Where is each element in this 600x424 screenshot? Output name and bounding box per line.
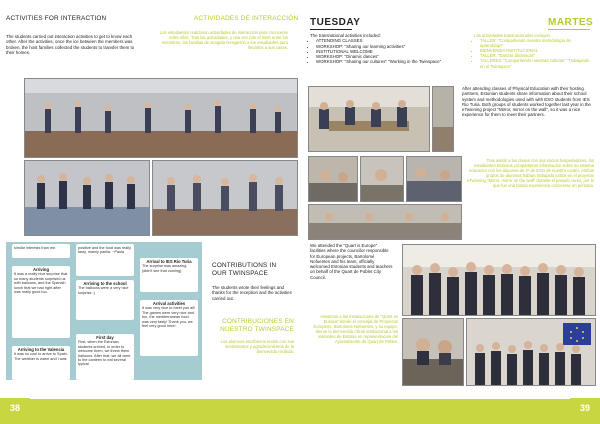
classroom-photo-narrow xyxy=(432,86,454,152)
classroom-photo xyxy=(308,86,430,152)
padlet-note-text: It was very nice to meet you all! The games were very nice and fun, the mediterranean food was very tasty! Thank you, we feel very good here! xyxy=(142,306,195,329)
padlet-note xyxy=(76,280,134,320)
institutional-welcome-group-photo xyxy=(402,244,596,316)
gym-activity-photo-right xyxy=(152,160,298,236)
workshop-photo-3 xyxy=(406,156,462,202)
activity-item: • BIENVENIDA INSTITUCIONAL xyxy=(480,48,592,53)
padlet-note-text: The balloons were a very nice surprise :) xyxy=(78,286,129,295)
padlet-note-title: Arrival activities xyxy=(152,301,186,306)
padlet-note-text: First, when the Estonian students arrived, in order to welcome them, we threw them balloons. After that, we all went to the canteen to eat several typical xyxy=(78,340,131,367)
padlet-note-title: Arriving xyxy=(32,267,50,272)
padlet-note-text: It was so cool to arrive to Spain. The weather is warm and I was xyxy=(14,352,68,361)
padlet-note xyxy=(76,334,134,380)
padlet-note-title: Arrival to IES Rio Turia xyxy=(146,259,192,264)
twinspace-text-es: Los alumnos escribieron textos con sus sentimientos y agradecimientos de la bienvenida recibida. xyxy=(220,339,294,355)
padlet-note xyxy=(140,258,198,292)
left-text-es: Los estudiantes realizaron actividades de interacción para conocerse entre ellos. Tras las actividades, y una vez roto el hielo entre los miembros, las familias de acogida recogieron a los estudiantes para llevarlos a sus casas. xyxy=(159,30,288,51)
footer-bar xyxy=(0,399,600,424)
day-title-en: TUESDAY xyxy=(310,17,361,28)
left-title-en: ACTIVITIES FOR INTERACTION xyxy=(6,15,107,22)
gym-activity-photo-left xyxy=(24,160,150,236)
activities-es xyxy=(474,33,592,69)
workshop-photo-wide xyxy=(308,204,462,240)
welcome-text-es: Asistimos a las instalaciones de "Quart es Europa" donde el concejal de Proyectos Europeos, Bartolomé Nofuentes, y su equipo, dieron la bienvenida oficial institucional a los visitantes de Estonia en representación del Ayuntamiento de Quart de Poblet. xyxy=(313,314,398,345)
padlet-note-text: similar interests than me. xyxy=(14,246,57,250)
left-title-es: ACTIVIDADES DE INTERACCIÓN xyxy=(194,15,299,22)
padlet-note-title: First day xyxy=(96,335,114,340)
day-title-es-underline xyxy=(548,29,590,30)
padlet-note-title: Arriving to the Valencia xyxy=(17,347,65,352)
padlet-note xyxy=(12,266,70,338)
gym-activity-photo-large xyxy=(24,78,298,158)
activities-intro-es: Las actividades transnacionales incluyen: xyxy=(474,33,552,38)
padlet-note-text: positive and the food was really tasty, mainly paella. ~Paula xyxy=(78,246,131,255)
left-text-en: The students carried out interaction activities to get to know each other. After the activities, once the ice between the members was broken, the host families collected the students to transfer them to their homes. xyxy=(6,34,135,55)
activities-en xyxy=(310,33,450,65)
workshop-photo-2 xyxy=(360,156,404,202)
councilor-meeting-photo xyxy=(402,318,464,386)
padlet-note xyxy=(12,244,70,258)
activities-intro-en: The transnational activities included: xyxy=(310,33,381,38)
padlet-note xyxy=(140,300,198,356)
padlet-note-text: It was a really nice surprise that so many students surprised us with balloons, and the Spanish lunch that we had right after was really good too. xyxy=(14,272,68,295)
activity-item: • ATTENDING CLASSES xyxy=(316,38,450,43)
day-title-underline xyxy=(310,29,352,30)
workshop-photo-1 xyxy=(308,156,358,202)
day-title-es: MARTES xyxy=(548,17,594,28)
twinspace-title-es: CONTRIBUCIONES EN NUESTRO TWINSPACE xyxy=(220,318,294,333)
classes-text-en: After attending classes of Physical Education with their hosting partners, Estonian students share information about their school system and methodologies used with with ESO students from IES Rio Turia. Both groups of students worked together last year in the eTwinning project "Mirror, mirror on the wall", so it was a nice experience for them to meet their partners. xyxy=(462,86,591,118)
padlet-note-text: The surprise was amazing (didn't see that coming) xyxy=(142,264,187,273)
padlet-note xyxy=(12,346,70,380)
page-number-right: 39 xyxy=(570,398,600,418)
activity-item: • WORKSHOP: "Sharing our learning activities" xyxy=(316,44,450,49)
padlet-note xyxy=(76,244,134,276)
page-number-left: 38 xyxy=(0,398,30,418)
activity-item: • TALLERES: "Compartiendo nuestras culturas" "Trabajando en el Twinspace" xyxy=(480,58,592,68)
activity-item: • INSTITUTIONAL WELCOME xyxy=(316,49,450,54)
activity-item: • TALLER: "Compartiendo nuestra metodología de aprendizaje" xyxy=(480,38,592,48)
classes-text-es: Tras asistir a las clases con sus socios hospedadores, los estudiantes Estonios compartieron información sobre su sistema educativo con los alumnos de 4º de ESO de nuestro centro. Ambos grupos de alumnos habían trabajado juntos en el proyecto eTwinning "Mirror, mirror on the wall" durante el pasado curso, por lo que fue una bonita experiencia conocerse en persona. xyxy=(466,158,594,189)
twinspace-text-en: The students wrote their feelings and thanks for the reception and the activities carried out. xyxy=(212,285,292,301)
twinspace-title-en: CONTRIBUTIONS IN OUR TWINSPACE xyxy=(212,262,277,277)
welcome-text-en: We attended the "Quart is Europe" facilities where the councilor responsible for European projects, Bartolomé Nofuentes and his team, officially welcomed Estonian students and teachers on behalf of the Quart de Poblet City Council. xyxy=(310,243,393,280)
padlet-note-title: Arriving to the school xyxy=(83,281,127,286)
activity-item: • TALLER: "Danzas dinámicas" xyxy=(480,53,592,58)
activity-item: • WORKSHOP: "Dinamic dances" xyxy=(316,54,450,59)
activity-item: • WORKSHOP: "Sharing our cultures" "Working in the Twinspace" xyxy=(316,59,450,64)
twinspace-padlet-screenshot xyxy=(6,242,202,380)
europe-flags-group-photo xyxy=(466,318,596,386)
